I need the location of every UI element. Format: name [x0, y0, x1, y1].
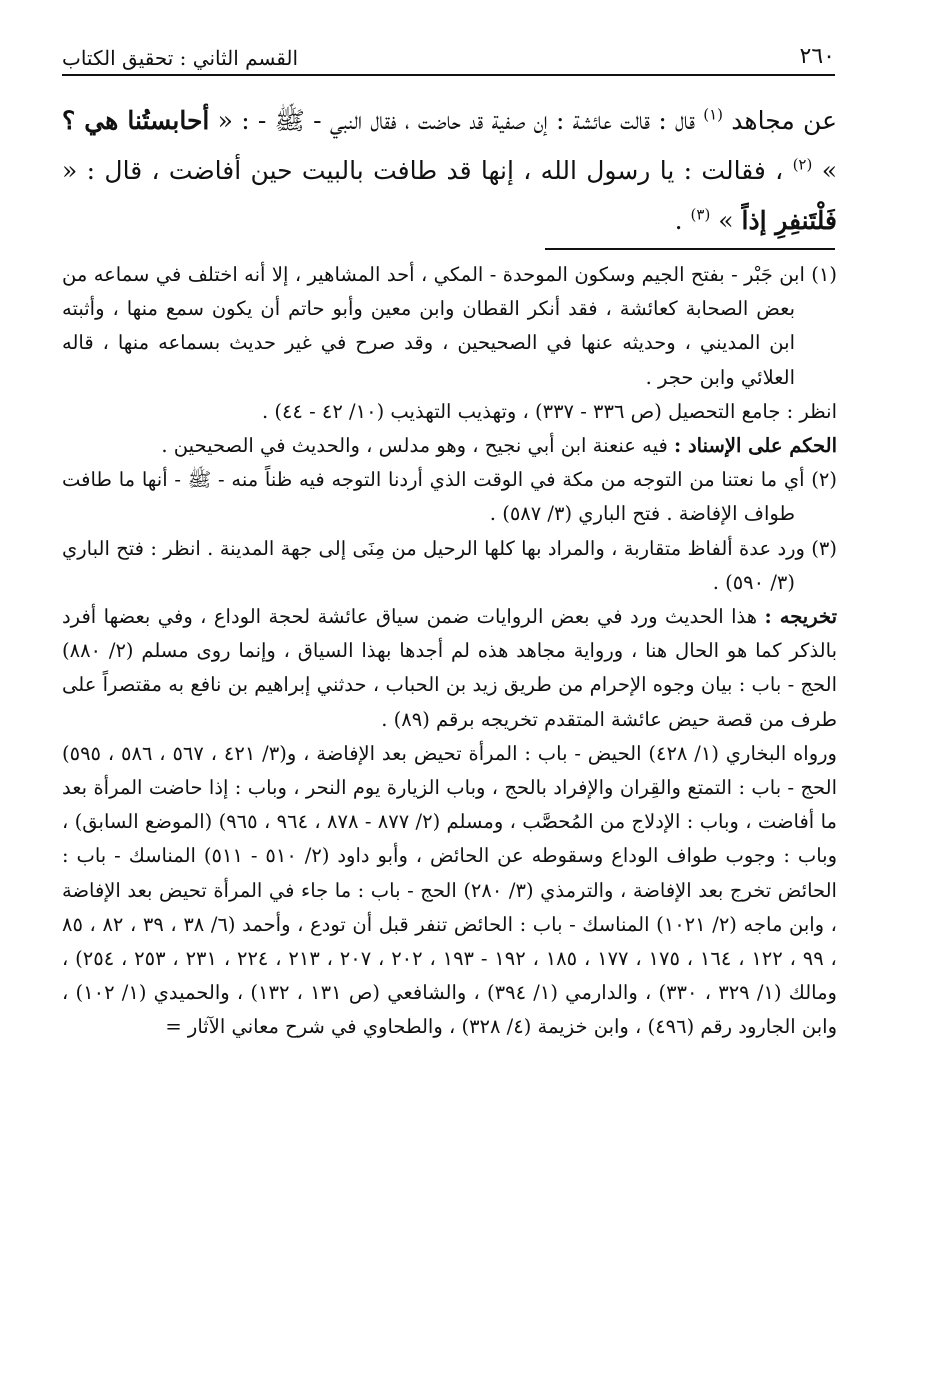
footnote-2: (٢) أي ما نعتنا من التوجه من مكة في الوقت الذي أردنا التوجه فيه ظناً منه - ﷺ - أنها ما طافت طواف الإفاضة . فتح الباري (٣/ ٥٨٧) .	[62, 468, 837, 526]
footnote-1: (١) ابن جَبْر - بفتح الجيم وسكون الموحدة - المكي ، أحد المشاهير ، إلا أنه اختلف في سماعه من بعض الصحابة كعائشة ، فقد أنكر القطان وابن معين وأبو حاتم أن يكون سمع منها ، وأثبته ابن المديني ، وحديثه عنها في الصحيحين ، وقد صرح في غير حديث بسماعه منها ، قاله العلائي وابن حجر .	[62, 263, 837, 389]
running-title: القسم الثاني : تحقيق الكتاب	[62, 46, 299, 70]
takhrij-paragraph	[62, 600, 837, 737]
isnad-ruling-text: فيه عنعنة ابن أبي نجيح ، وهو مدلس ، والحديث في الصحيحين .	[161, 434, 674, 458]
footnote-1-reference: انظر : جامع التحصيل (ص ٣٣٦ - ٣٣٧) ، وتهذيب التهذيب (١٠/ ٤٢ - ٤٤) .	[261, 399, 837, 423]
isnad-ruling	[62, 429, 837, 463]
footnote-marker-3: (٣)	[690, 205, 711, 224]
footnotes	[62, 258, 837, 1045]
footnote-marker-2: (٢)	[792, 155, 813, 174]
hadith-text	[62, 96, 837, 246]
footnote-divider	[545, 248, 835, 250]
text-segment: ، فقالت : يا رسول الله ، إنها قد طافت بالبيت حين أفاضت ، قال : «	[62, 156, 793, 185]
hadith-paragraph	[62, 96, 837, 246]
page-header	[62, 40, 835, 76]
text-segment: عن مجاهد	[723, 106, 837, 135]
takhrij-text: هذا الحديث ورد في بعض الروايات ضمن سياق عائشة لحجة الوداع ، وفي بعضها أفرد بالذكر كما هو الحال هنا ، ورواية مجاهد هذه لم أجدها بهذا السياق ، وإنما روى مسلم (٢/ ٨٨٠) الحج - باب : بيان وجوه الإحرام من طريق زيد بن الحباب ، حدثني إبراهيم بن نافع به مقتصراً على طرف من قصة حيض عائشة المتقدم تخريجه برقم (٨٩) .	[62, 605, 837, 731]
text-segment: »	[812, 156, 837, 185]
footnote-marker-1: (١)	[703, 105, 724, 124]
prophet-quote-2: فَلْتَنفِرِ إذاً	[741, 206, 837, 235]
sources-paragraph: ورواه البخاري (١/ ٤٢٨) الحيض - باب : المرأة تحيض بعد الإفاضة ، و(٣/ ٤٢١ ، ٥٦٧ ، ٥٨٦ ، ٥٩٥) الحج - باب : التمتع والقِران والإفراد بالحج ، وباب الزيارة يوم النحر ، وباب : إذا حاضت المرأة بعد ما أفاضت ، وباب : الإدلاج من المُحصَّب ، ومسلم (٢/ ٨٧٧ - ٨٧٨ ، ٩٦٤ ، ٩٦٥) (الموضع السابق) ، وباب : وجوب طواف الوداع وسقوطه عن الحائض ، وأبو داود (٢/ ٥١٠ - ٥١١) المناسك - باب : الحائض تخرج بعد الإفاضة ، والترمذي (٣/ ٢٨٠) الحج - باب : ما جاء في المرأة تحيض بعد الإفاضة ، وابن ماجه (٢/ ١٠٢١) المناسك - باب : الحائض تنفر قبل أن تودع ، وأحمد (٦/ ٣٨ ، ٣٩ ، ٨٢ ، ٨٥ ، ٩٩ ، ١٢٢ ، ١٦٤ ، ١٧٥ ، ١٧٧ ، ١٨٥ ، ١٩٢ - ١٩٣ ، ٢٠٢ ، ٢٠٧ ، ٢١٣ ، ٢٢٤ ، ٢٣١ ، ٢٥٣ ، ٢٥٤) ، ومالك (١/ ٣٢٩ ، ٣٣٠) ، والدارمي (١/ ٣٩٤) ، والشافعي (ص ١٣١ ، ١٣٢) ، والحميدي (١/ ١٠٢) ، وابن الجارود رقم (٤٩٦) ، وابن خزيمة (٤/ ٣٢٨) ، والطحاوي في شرح معاني الآثار =	[62, 741, 837, 1039]
takhrij-label: تخريجه :	[764, 605, 838, 629]
text-segment: .	[674, 206, 691, 235]
text-segment: قال : قالت عائشة : إن صفية قد حاضت ، فقال النبي - ﷺ - : «	[209, 106, 704, 135]
footnote-3: (٣) ورد عدة ألفاظ متقاربة ، والمراد بها كلها الرحيل من مِنَى إلى جهة المدينة . انظر : فتح الباري (٣/ ٥٩٠) .	[62, 536, 837, 594]
prophet-quote-1: أحابستُنا هي ؟	[62, 106, 210, 135]
isnad-ruling-label: الحكم على الإسناد :	[674, 434, 837, 458]
page-number: ٢٦٠	[799, 44, 835, 69]
text-segment: »	[710, 206, 742, 235]
